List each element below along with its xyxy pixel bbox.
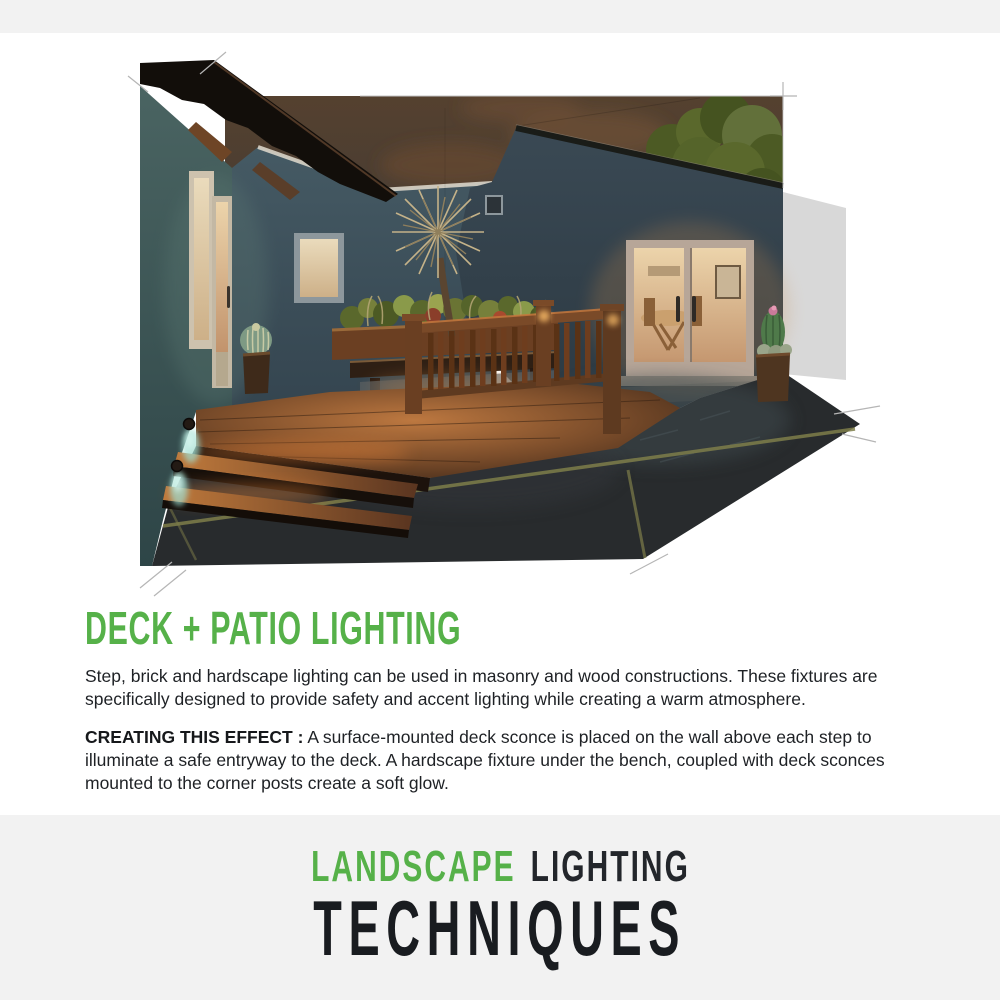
- artwork-side-panel: [783, 192, 846, 380]
- effect-label: CREATING THIS EFFECT :: [85, 727, 304, 747]
- left-wall-glass-door: [212, 196, 232, 388]
- description-section: [85, 604, 933, 795]
- footer-title-text: TECHNIQUES: [313, 884, 687, 972]
- page-title: [85, 604, 933, 652]
- footer-band: [0, 815, 1000, 1000]
- page-title-text: DECK + PATIO LIGHTING: [85, 602, 462, 654]
- brand-line: [0, 842, 1000, 891]
- effect-paragraph: [85, 726, 933, 795]
- intro-paragraph: Step, brick and hardscape lighting can be used in masonry and wood constructions. These fixtures are specifically designed to provide safety and accent lighting while creating a warm atmosphere.: [85, 666, 878, 709]
- attic-window: [486, 196, 502, 214]
- cactus-pot-left: [240, 323, 272, 394]
- brand-word-lighting: LIGHTING: [530, 842, 690, 891]
- brand-word-landscape: LANDSCAPE: [310, 842, 516, 891]
- effect-text: A surface-mounted deck sconce is placed on the wall above each step to illuminate a safe entryway to the deck. A hardscape fixture under the bench, coupled with deck sconces mounted to the corner posts create a soft glow.: [85, 727, 885, 793]
- middle-wall-window: [294, 233, 344, 303]
- left-wall-window: [189, 171, 214, 349]
- footer-title: [0, 884, 1000, 972]
